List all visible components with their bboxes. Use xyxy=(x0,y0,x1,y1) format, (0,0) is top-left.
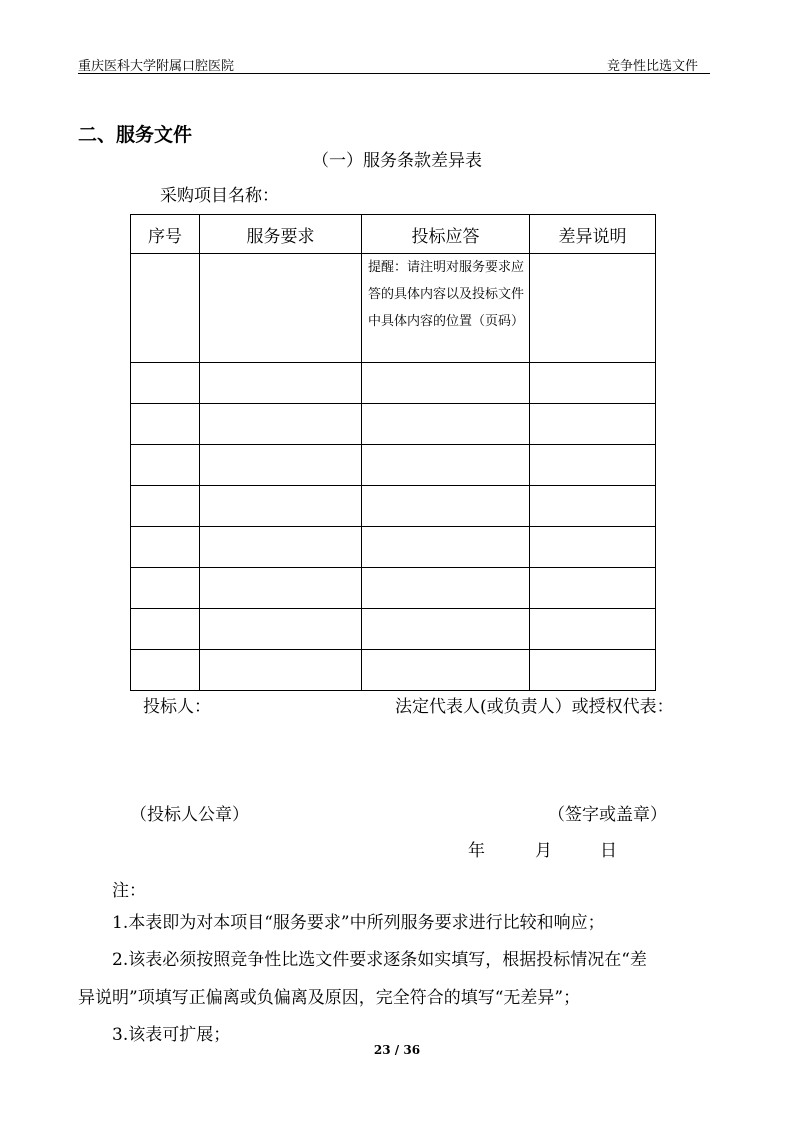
table-cell[interactable] xyxy=(530,650,656,691)
table-row xyxy=(131,445,656,486)
table-cell[interactable] xyxy=(362,363,530,404)
table-cell[interactable] xyxy=(530,254,656,363)
section-title: 二、服务文件 xyxy=(78,124,193,146)
table-row xyxy=(131,527,656,568)
table-cell[interactable] xyxy=(362,527,530,568)
table-cell[interactable] xyxy=(200,445,362,486)
signature-label: （签字或盖章） xyxy=(548,805,667,825)
table-cell[interactable] xyxy=(362,568,530,609)
table-row xyxy=(131,254,656,363)
table-cell[interactable] xyxy=(530,486,656,527)
table-cell[interactable] xyxy=(131,486,200,527)
table-cell[interactable] xyxy=(131,527,200,568)
table-cell[interactable] xyxy=(131,445,200,486)
bidder-label: 投标人： xyxy=(143,697,211,717)
table-cell[interactable] xyxy=(200,254,362,363)
note-item-2: 2.该表必须按照竞争性比选文件要求逐条如实填写，根据投标情况在“差 xyxy=(112,950,647,970)
table-title: （一）服务条款差异表 xyxy=(312,151,482,171)
table-row xyxy=(131,404,656,445)
table-cell[interactable] xyxy=(200,363,362,404)
table-row xyxy=(131,486,656,527)
table-row xyxy=(131,568,656,609)
table-cell[interactable] xyxy=(131,363,200,404)
table-cell[interactable] xyxy=(530,527,656,568)
table-cell[interactable] xyxy=(530,568,656,609)
table-cell[interactable] xyxy=(530,363,656,404)
table-cell[interactable] xyxy=(362,445,530,486)
date-year-label: 年 xyxy=(468,841,485,861)
table-cell[interactable] xyxy=(200,609,362,650)
table-cell[interactable] xyxy=(131,609,200,650)
note-item-3: 3.该表可扩展； xyxy=(112,1025,231,1045)
table-cell[interactable] xyxy=(362,486,530,527)
table-cell[interactable] xyxy=(200,404,362,445)
table-cell[interactable] xyxy=(530,445,656,486)
page-number: 23 / 36 xyxy=(373,1043,421,1057)
date-month-label: 月 xyxy=(535,841,552,861)
table-cell[interactable] xyxy=(200,486,362,527)
table-cell[interactable] xyxy=(200,568,362,609)
notes-title: 注： xyxy=(112,881,146,901)
bidder-seal-label: （投标人公章） xyxy=(130,805,249,825)
project-name-label: 采购项目名称： xyxy=(160,186,279,206)
header-hospital-name: 重庆医科大学附属口腔医院 xyxy=(78,59,235,74)
note-item-1: 1.本表即为对本项目“服务要求”中所列服务要求进行比较和响应； xyxy=(112,913,605,933)
table-row xyxy=(131,363,656,404)
column-header-bid-response: 投标应答 xyxy=(362,215,530,254)
table-cell[interactable] xyxy=(362,650,530,691)
table-cell[interactable] xyxy=(131,404,200,445)
table-cell[interactable] xyxy=(362,609,530,650)
table-cell[interactable] xyxy=(131,254,200,363)
table-header-row xyxy=(131,215,656,254)
table-cell[interactable] xyxy=(200,650,362,691)
table-row xyxy=(131,609,656,650)
note-item-2-continued: 异说明”项填写正偏离或负偏离及原因，完全符合的填写“无差异”； xyxy=(78,988,581,1008)
table-cell[interactable] xyxy=(530,404,656,445)
column-header-difference-note: 差异说明 xyxy=(530,215,656,254)
header-divider xyxy=(78,73,710,74)
table-cell[interactable] xyxy=(131,568,200,609)
table-cell[interactable] xyxy=(131,650,200,691)
legal-representative-label: 法定代表人(或负责人）或授权代表： xyxy=(395,697,674,717)
date-day-label: 日 xyxy=(600,841,617,861)
service-terms-difference-table xyxy=(130,214,656,691)
table-cell[interactable] xyxy=(362,404,530,445)
column-header-service-requirement: 服务要求 xyxy=(200,215,362,254)
response-hint-text[interactable]: 提醒：请注明对服务要求应答的具体内容以及投标文件中具体内容的位置（页码） xyxy=(362,254,530,363)
header-document-type: 竞争性比选文件 xyxy=(606,59,698,74)
column-header-number: 序号 xyxy=(131,215,200,254)
table-cell[interactable] xyxy=(530,609,656,650)
table-cell[interactable] xyxy=(200,527,362,568)
table-row xyxy=(131,650,656,691)
